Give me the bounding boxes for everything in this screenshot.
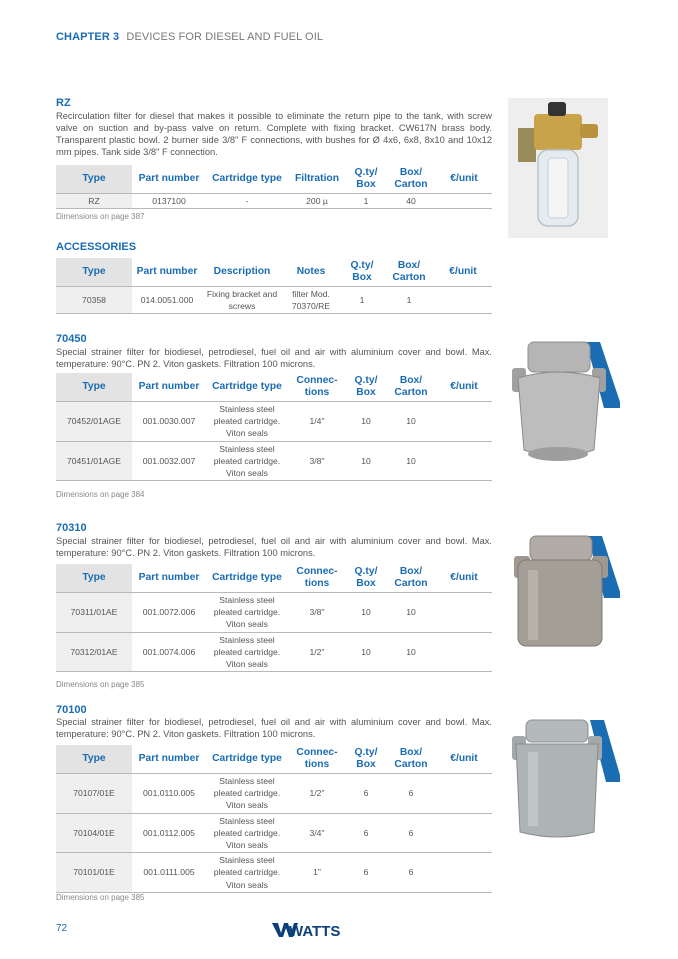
s70450-dimensions-note: Dimensions on page 384 <box>56 490 145 499</box>
cell-box-carton: 40 <box>386 194 436 209</box>
cell-cartridge-type: Stainless steel pleated cartridge. Viton seals <box>206 813 288 853</box>
s70310-title: 70310 <box>56 522 87 534</box>
watts-logo-text: WATTS <box>289 923 341 939</box>
cell-qty-box: 10 <box>346 632 386 672</box>
cell-part-number: 001.0112.005 <box>132 813 206 853</box>
col-header-description: Description <box>202 258 282 287</box>
s70100-title: 70100 <box>56 704 87 716</box>
cell-notes: filter Mod. 70370/RE <box>282 287 340 314</box>
table-header-row <box>56 745 492 774</box>
cell-cartridge-type: - <box>206 194 288 209</box>
col-header-type: Type <box>56 165 132 194</box>
s70310-filter-photo <box>508 530 608 660</box>
cell-connections: 1/2" <box>288 774 346 814</box>
s70310-description: Special strainer filter for biodiesel, petrodiesel, fuel oil and air with aluminium cover and bowl. Max. temperature: 90°C. PN 2. Viton gaskets. Filtration 100 microns. <box>56 536 492 558</box>
accessories-table <box>56 258 492 314</box>
table-header-row <box>56 165 492 194</box>
cell-box-carton: 10 <box>386 632 436 672</box>
col-header-part-number: Part number <box>132 165 206 194</box>
cell-qty-box: 6 <box>346 774 386 814</box>
col-header-qty-box: Q.ty/ Box <box>346 165 386 194</box>
cell-part-number: 001.0074.006 <box>132 632 206 672</box>
col-header-qty-box: Q.ty/ Box <box>346 373 386 402</box>
col-header-part-number: Part number <box>132 373 206 402</box>
chapter-header <box>56 31 323 43</box>
cell-connections: 3/4" <box>288 813 346 853</box>
cell-type: 70358 <box>56 287 132 314</box>
col-header-type: Type <box>56 745 132 774</box>
col-header-connections: Connec- tions <box>288 745 346 774</box>
cell-type: 70311/01AE <box>56 593 132 633</box>
watts-logo <box>272 921 362 944</box>
col-header-qty-box: Q.ty/ Box <box>346 745 386 774</box>
cell-qty-box: 10 <box>346 402 386 442</box>
cell-box-carton: 10 <box>386 402 436 442</box>
cell-price-unit <box>436 194 492 209</box>
col-header-filtration: Filtration <box>288 165 346 194</box>
table-header-row <box>56 564 492 593</box>
col-header-qty-box: Q.ty/ Box <box>346 564 386 593</box>
col-header-part-number: Part number <box>132 258 202 287</box>
accessories-title: ACCESSORIES <box>56 241 137 253</box>
cell-connections: 3/8" <box>288 441 346 481</box>
table-row <box>56 402 492 442</box>
rz-title: RZ <box>56 97 71 109</box>
cell-cartridge-type: Stainless steel pleated cartridge. Viton seals <box>206 632 288 672</box>
cell-price-unit <box>436 632 492 672</box>
cell-box-carton: 10 <box>386 593 436 633</box>
cell-price-unit <box>436 593 492 633</box>
cell-part-number: 001.0111.005 <box>132 853 206 893</box>
table-row <box>56 287 492 314</box>
s70450-description: Special strainer filter for biodiesel, petrodiesel, fuel oil and air with aluminium cover and bowl. Max. temperature: 90°C. PN 2. Viton gaskets. Filtration 100 microns. <box>56 347 492 369</box>
table-row <box>56 441 492 481</box>
col-header-price-unit: €/unit <box>436 564 492 593</box>
cell-box-carton: 6 <box>386 774 436 814</box>
col-header-box-carton: Box/ Carton <box>384 258 434 287</box>
col-header-price-unit: €/unit <box>436 745 492 774</box>
col-header-cartridge-type: Cartridge type <box>206 373 288 402</box>
cell-type: 70312/01AE <box>56 632 132 672</box>
col-header-qty-box: Q.ty/ Box <box>340 258 384 287</box>
cell-part-number: 001.0032.007 <box>132 441 206 481</box>
s70310-table <box>56 564 492 672</box>
table-row <box>56 593 492 633</box>
col-header-type: Type <box>56 564 132 593</box>
cell-filtration: 200 µ <box>288 194 346 209</box>
col-header-box-carton: Box/ Carton <box>386 745 436 774</box>
cell-price-unit <box>436 853 492 893</box>
col-header-connections: Connec- tions <box>288 564 346 593</box>
cell-type: 70452/01AGE <box>56 402 132 442</box>
col-header-cartridge-type: Cartridge type <box>206 165 288 194</box>
col-header-price-unit: €/unit <box>436 165 492 194</box>
cell-cartridge-type: Stainless steel pleated cartridge. Viton seals <box>206 774 288 814</box>
table-row <box>56 632 492 672</box>
cell-part-number: 001.0072.006 <box>132 593 206 633</box>
col-header-box-carton: Box/ Carton <box>386 373 436 402</box>
rz-dimensions-note: Dimensions on page 387 <box>56 212 145 221</box>
cell-type: RZ <box>56 194 132 209</box>
cell-cartridge-type: Stainless steel pleated cartridge. Viton seals <box>206 853 288 893</box>
cell-type: 70451/01AGE <box>56 441 132 481</box>
cell-cartridge-type: Stainless steel pleated cartridge. Viton seals <box>206 402 288 442</box>
col-header-cartridge-type: Cartridge type <box>206 564 288 593</box>
cell-box-carton: 10 <box>386 441 436 481</box>
s70310-dimensions-note: Dimensions on page 385 <box>56 680 145 689</box>
s70450-filter-photo <box>508 338 608 468</box>
s70450-title: 70450 <box>56 333 87 345</box>
cell-description: Fixing bracket and screws <box>202 287 282 314</box>
cell-qty-box: 1 <box>340 287 384 314</box>
table-header-row <box>56 373 492 402</box>
s70450-table <box>56 373 492 481</box>
cell-qty-box: 10 <box>346 593 386 633</box>
cell-qty-box: 6 <box>346 853 386 893</box>
s70100-filter-photo <box>508 716 608 846</box>
cell-connections: 1/4" <box>288 402 346 442</box>
table-row <box>56 774 492 814</box>
chapter-title: DEVICES FOR DIESEL AND FUEL OIL <box>126 31 324 43</box>
cell-price-unit <box>436 774 492 814</box>
col-header-part-number: Part number <box>132 745 206 774</box>
cell-connections: 1/2" <box>288 632 346 672</box>
chapter-number: CHAPTER 3 <box>56 31 120 43</box>
cell-connections: 3/8" <box>288 593 346 633</box>
cell-part-number: 014.0051.000 <box>132 287 202 314</box>
cell-connections: 1" <box>288 853 346 893</box>
cell-price-unit <box>436 402 492 442</box>
table-row <box>56 853 492 893</box>
cell-box-carton: 6 <box>386 813 436 853</box>
rz-table <box>56 165 492 209</box>
page-number: 72 <box>56 923 68 934</box>
col-header-cartridge-type: Cartridge type <box>206 745 288 774</box>
col-header-part-number: Part number <box>132 564 206 593</box>
cell-qty-box: 1 <box>346 194 386 209</box>
col-header-price-unit: €/unit <box>434 258 492 287</box>
cell-qty-box: 6 <box>346 813 386 853</box>
cell-part-number: 001.0030.007 <box>132 402 206 442</box>
cell-cartridge-type: Stainless steel pleated cartridge. Viton seals <box>206 441 288 481</box>
rz-filter-photo <box>508 98 608 238</box>
col-header-notes: Notes <box>282 258 340 287</box>
cell-price-unit <box>436 441 492 481</box>
col-header-box-carton: Box/ Carton <box>386 564 436 593</box>
table-row <box>56 194 492 209</box>
col-header-box-carton: Box/ Carton <box>386 165 436 194</box>
cell-type: 70107/01E <box>56 774 132 814</box>
cell-type: 70101/01E <box>56 853 132 893</box>
col-header-connections: Connec- tions <box>288 373 346 402</box>
cell-price-unit <box>434 287 492 314</box>
cell-part-number: 0137100 <box>132 194 206 209</box>
table-header-row <box>56 258 492 287</box>
s70100-dimensions-note: Dimensions on page 385 <box>56 893 145 902</box>
cell-part-number: 001.0110.005 <box>132 774 206 814</box>
cell-type: 70104/01E <box>56 813 132 853</box>
cell-qty-box: 10 <box>346 441 386 481</box>
cell-price-unit <box>436 813 492 853</box>
cell-box-carton: 1 <box>384 287 434 314</box>
col-header-type: Type <box>56 373 132 402</box>
s70100-table <box>56 745 492 893</box>
s70100-description: Special strainer filter for biodiesel, petrodiesel, fuel oil and air with aluminium cover and bowl. Max. temperature: 90°C. PN 2. Viton gaskets. Filtration 100 microns. <box>56 717 492 739</box>
cell-box-carton: 6 <box>386 853 436 893</box>
col-header-price-unit: €/unit <box>436 373 492 402</box>
cell-cartridge-type: Stainless steel pleated cartridge. Viton seals <box>206 593 288 633</box>
rz-description: Recirculation filter for diesel that makes it possible to eliminate the return pipe to the tank, with screw valve on suction and by-pass valve on return. Complete with fixing bracket. CW617N brass body. Transparent plastic bowl. 2 burner side 3/8" F connections, with bushes for Ø 4x6, 6x8, 8x10 and 10x12 mm pipes. Tank side 3/8" F connection. <box>56 111 492 157</box>
table-row <box>56 813 492 853</box>
col-header-type: Type <box>56 258 132 287</box>
